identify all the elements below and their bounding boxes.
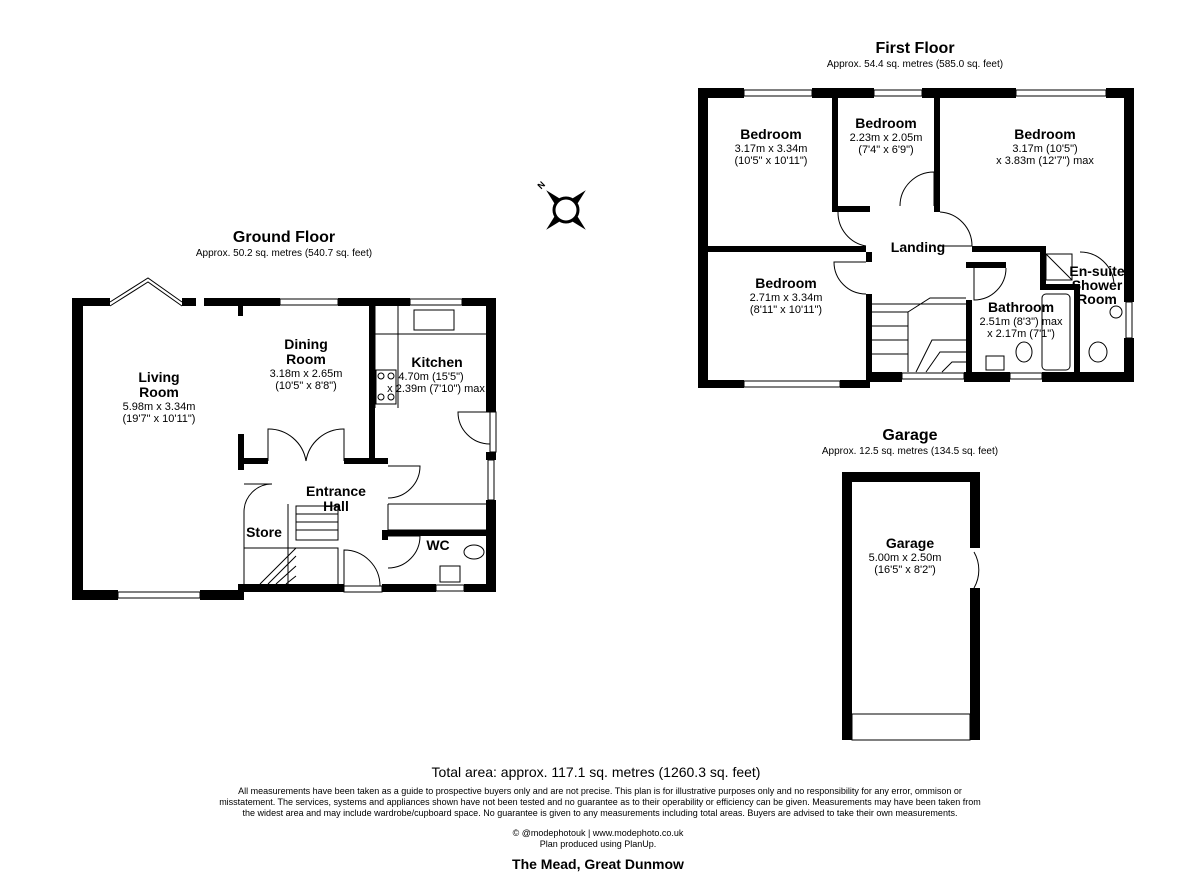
dining-kitchen-divider xyxy=(369,306,375,462)
disclaimer-line-3: the widest area and may include wardrobe/cupboard space. No guarantee is given to any measurements including total areas. Buyers are advised to take their own measurements. xyxy=(242,808,958,818)
living-room-south-wall-right xyxy=(200,590,244,600)
bed1-dim-2: (10'5" x 10'11") xyxy=(734,155,808,167)
garage-door xyxy=(852,714,970,740)
garage-title: Garage xyxy=(882,427,938,444)
living-room-west-wall xyxy=(72,298,83,600)
kitchen-side-door xyxy=(458,412,490,444)
garage-dim-2: (16'5" x 8'2") xyxy=(874,564,936,576)
ff-south-wall-a xyxy=(698,380,744,388)
bed1-dim-1: 3.17m x 3.34m xyxy=(734,143,808,155)
bed3-south-wall xyxy=(972,246,1046,252)
ensuite-west-wall xyxy=(1040,246,1046,286)
kitchen-name: Kitchen xyxy=(411,354,463,370)
bed2-window xyxy=(874,90,922,96)
kitchen-window xyxy=(410,299,462,305)
ff-stairs xyxy=(872,298,966,372)
bed2-south-wall-a xyxy=(838,206,870,212)
ensuite-toilet xyxy=(1089,342,1107,362)
footer xyxy=(219,764,981,872)
bed2-door xyxy=(900,172,934,206)
wc-toilet xyxy=(464,545,484,559)
ground-floor-area: Approx. 50.2 sq. metres (540.7 sq. feet) xyxy=(195,248,373,259)
ff-east-wall-top xyxy=(1124,88,1134,302)
wc-door xyxy=(388,536,420,568)
kitchen-dim-2: x 2.39m (7'10") max xyxy=(387,383,485,395)
stairs xyxy=(260,506,338,584)
bed4-dim-1: 2.71m x 3.34m xyxy=(749,292,823,304)
east-wall-bottom xyxy=(486,500,496,590)
kitchen-lower-counter xyxy=(388,504,486,530)
ground-floor-title: Ground Floor xyxy=(232,229,336,246)
bed4-east-wall xyxy=(866,294,872,382)
ground-north-wall xyxy=(204,298,280,306)
ensuite-name-3: Room xyxy=(1077,291,1117,307)
bed4-window xyxy=(744,381,840,387)
bathroom-door xyxy=(974,268,1006,300)
bed3-window xyxy=(1016,90,1106,96)
ensuite-basin xyxy=(1110,306,1122,318)
credit-line-1: © @modephotouk | www.modephoto.co.uk xyxy=(512,828,684,838)
living-room-name-1: Living xyxy=(138,369,180,385)
bath-toilet xyxy=(1016,342,1032,362)
bed3-name: Bedroom xyxy=(1014,126,1076,142)
address: The Mead, Great Dunmow xyxy=(512,856,684,872)
front-door-frame xyxy=(344,586,382,592)
ff-west-wall xyxy=(698,88,708,388)
kitchen-sink xyxy=(414,310,454,330)
bed3-dim-2: x 3.83m (12'7") max xyxy=(996,155,1094,167)
garage-east-wall-bottom xyxy=(970,588,980,740)
bed4-name: Bedroom xyxy=(755,275,817,291)
ground-south-wall-c xyxy=(464,584,496,592)
living-room-south-wall-left xyxy=(72,590,118,600)
compass-north-label: N xyxy=(535,179,548,192)
garage-side-door xyxy=(974,552,979,588)
living-room-dim-1: 5.98m x 3.34m xyxy=(122,401,196,413)
store-name: Store xyxy=(246,524,282,540)
bed4-east-wall-top xyxy=(866,252,872,262)
bath-west-wall xyxy=(966,300,972,372)
ensuite-name-2: Shower xyxy=(1071,277,1123,293)
disclaimer-line-2: misstatement. The services, systems and appliances shown have not been tested and no guarantee as to their operability or efficiency can be given. Measurements may have been taken from xyxy=(219,797,981,807)
bed1-door xyxy=(838,212,866,246)
compass xyxy=(518,162,606,250)
ensuite-window xyxy=(1126,302,1132,338)
living-room-name-2: Room xyxy=(139,384,179,400)
kitchen-east-wall-mid xyxy=(486,452,496,460)
dining-double-door xyxy=(268,429,344,461)
bed3-dim-1: 3.17m (10'5") xyxy=(1012,143,1078,155)
dining-south-wall-left xyxy=(238,434,244,462)
living-room-north-wall-left xyxy=(72,298,110,306)
wc-basin xyxy=(440,566,460,582)
ff-south-wall-e xyxy=(1042,372,1134,382)
dining-window xyxy=(280,299,338,305)
garage-west-wall xyxy=(842,472,852,740)
kitchen-side-door-frame xyxy=(490,412,496,452)
bed1-name: Bedroom xyxy=(740,126,802,142)
bed1-bed2-wall xyxy=(832,98,838,212)
bed1-window xyxy=(744,90,812,96)
kitchen-east-wall-top xyxy=(486,298,496,412)
stub-wall xyxy=(238,306,243,316)
garage-area: Approx. 12.5 sq. metres (134.5 sq. feet) xyxy=(821,446,999,457)
ensuite-name-1: En-suite xyxy=(1069,263,1125,279)
wc-window xyxy=(436,585,464,591)
bed2-dim-1: 2.23m x 2.05m xyxy=(849,132,923,144)
dining-south-wall-b xyxy=(344,458,388,464)
bathroom-window xyxy=(1010,373,1042,379)
living-room-north-wall-right xyxy=(182,298,196,306)
store-door xyxy=(244,484,272,512)
wc-west-wall xyxy=(382,530,388,540)
store-frame xyxy=(244,504,296,584)
ground-south-wall-a xyxy=(238,584,344,592)
living-room-bifold-door xyxy=(110,278,182,306)
bed2-name: Bedroom xyxy=(855,115,917,131)
living-room-dim-2: (19'7" x 10'11") xyxy=(122,413,196,425)
wc-name: WC xyxy=(426,537,450,553)
garage-dim-1: 5.00m x 2.50m xyxy=(868,552,942,564)
bathroom-name: Bathroom xyxy=(987,299,1055,315)
bath-north-wall xyxy=(966,262,1006,268)
front-door xyxy=(344,550,380,586)
first-floor-area: Approx. 54.4 sq. metres (585.0 sq. feet) xyxy=(826,59,1004,70)
total-area: Total area: approx. 117.1 sq. metres (1260.3 sq. feet) xyxy=(431,764,761,780)
landing-name: Landing xyxy=(890,239,946,255)
garage-east-wall-top xyxy=(970,472,980,548)
ground-north-wall-mid xyxy=(338,298,410,306)
credit-line-2: Plan produced using PlanUp. xyxy=(539,839,657,849)
ff-north-wall-c xyxy=(922,88,1016,98)
bed2-dim-2: (7'4" x 6'9") xyxy=(858,144,914,156)
hall-name-1: Entrance xyxy=(306,483,366,499)
kitchen-hall-door xyxy=(388,466,420,498)
living-room-window-south xyxy=(118,592,200,598)
dining-south-wall-a xyxy=(238,458,268,464)
bed4-dim-2: (8'11" x 10'11") xyxy=(749,304,823,316)
bath-basin xyxy=(986,356,1004,370)
bathroom-dim-1: 2.51m (8'3") max xyxy=(979,316,1063,328)
ff-north-wall-b xyxy=(812,88,874,98)
garage-north-wall xyxy=(842,472,980,482)
kitchen-east-window xyxy=(488,460,494,500)
ff-south-wall-d xyxy=(964,372,1010,382)
landing-window xyxy=(902,373,964,379)
hall-name-2: Hall xyxy=(323,498,349,514)
dining-room-dim-2: (10'5" x 8'8") xyxy=(275,380,337,392)
dining-room-dim-1: 3.18m x 2.65m xyxy=(269,368,343,380)
kitchen-dim-1: 4.70m (15'5") xyxy=(398,371,464,383)
bed4-door xyxy=(834,262,866,294)
garage-room-name: Garage xyxy=(885,535,935,551)
bed1-south-wall xyxy=(708,246,866,252)
ff-south-wall-b xyxy=(840,380,870,388)
first-floor-plan xyxy=(698,40,1134,388)
wc-north-wall xyxy=(388,530,486,536)
dining-room-name-1: Dining xyxy=(284,336,328,352)
store-east-wall xyxy=(238,464,244,470)
bathroom-dim-2: x 2.17m (7'1") xyxy=(987,328,1055,340)
ground-south-wall-b xyxy=(382,584,436,592)
disclaimer-line-1: All measurements have been taken as a guide to prospective buyers only and are not precise. This plan is for illustrative purposes only and no responsibility for any error, ommison or xyxy=(238,786,962,796)
first-floor-title: First Floor xyxy=(875,40,955,57)
garage-plan xyxy=(822,427,998,740)
bed2-east-wall xyxy=(934,98,940,212)
dining-room-name-2: Room xyxy=(286,351,326,367)
